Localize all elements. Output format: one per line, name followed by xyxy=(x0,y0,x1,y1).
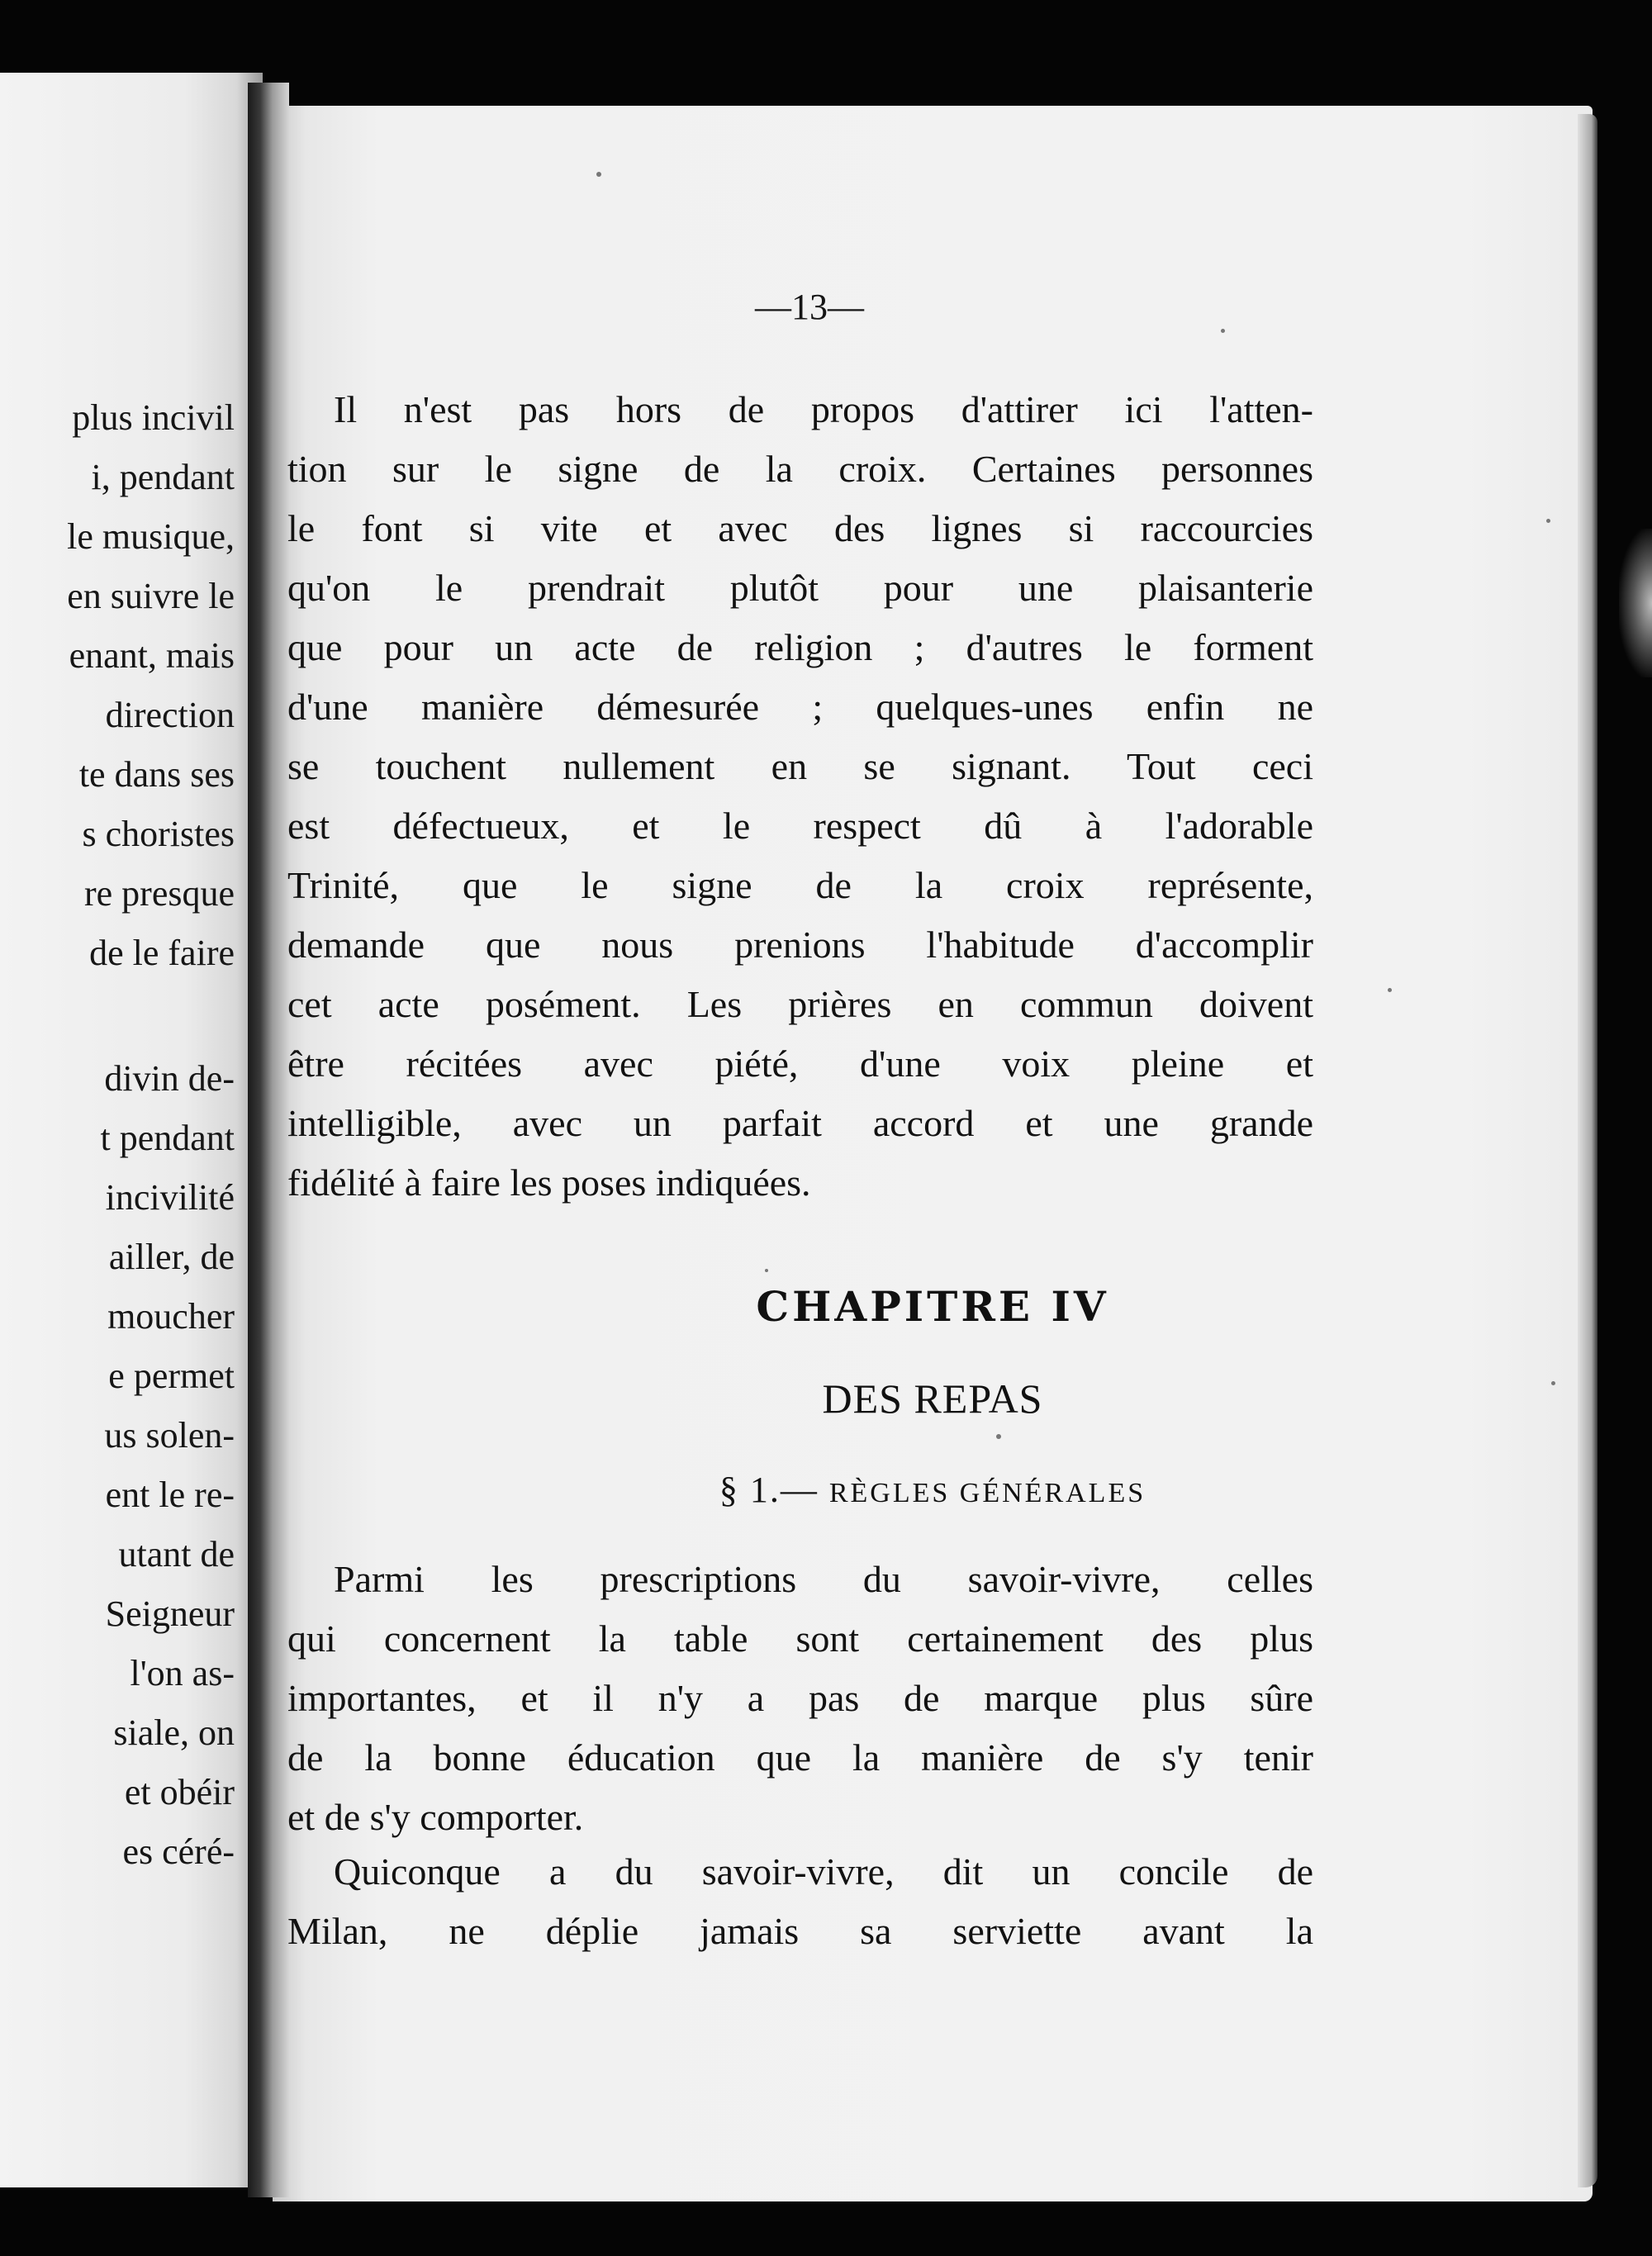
text-line: être récitées avec piété, d'une voix pleine et xyxy=(287,1043,1313,1085)
text-line: qu'on le prendrait plutôt pour une plaisanterie xyxy=(287,567,1313,609)
page-edge xyxy=(1578,114,1597,2187)
section-title: RÈGLES GÉNÉRALES xyxy=(828,1478,1146,1508)
left-page-line: plus incivil xyxy=(72,397,235,438)
left-page-line: t pendant xyxy=(100,1118,235,1158)
left-page-line: en suivre le xyxy=(67,576,235,616)
left-page-line: siale, on xyxy=(113,1712,235,1753)
scan-speck xyxy=(996,1434,1001,1439)
left-page-line: enant, mais xyxy=(69,635,235,676)
section-number: § 1.— xyxy=(719,1470,829,1510)
scan-speck xyxy=(765,1269,768,1272)
chapter-title: CHAPITRE IV xyxy=(756,1282,1109,1331)
text-line: Quiconque a du savoir-vivre, dit un concile de xyxy=(334,1850,1313,1893)
left-page-line: e permet xyxy=(108,1356,235,1396)
scan-speck xyxy=(596,172,601,177)
section-heading xyxy=(273,1469,1593,1511)
page-number: —13— xyxy=(755,287,864,327)
left-page-line: divin de- xyxy=(104,1058,235,1099)
scan-speck xyxy=(1388,988,1392,992)
left-page-line: es céré- xyxy=(122,1831,235,1872)
left-page-line: re presque xyxy=(83,873,235,914)
book-gutter xyxy=(248,83,289,2197)
chapter-subtitle: DES REPAS xyxy=(822,1375,1043,1422)
text-line: fidélité à faire les poses indiquées. xyxy=(287,1161,811,1204)
text-line: Parmi les prescriptions du savoir-vivre, celles xyxy=(334,1558,1313,1600)
left-page-line: incivilité xyxy=(105,1177,235,1218)
text-line: tion sur le signe de la croix. Certaines personnes xyxy=(287,448,1313,490)
text-line: Trinité, que le signe de la croix représente, xyxy=(287,864,1313,906)
text-line: que pour un acte de religion ; d'autres le forment xyxy=(287,626,1313,668)
left-page-line: us solen- xyxy=(104,1415,235,1456)
left-page-line: ent le re- xyxy=(105,1475,235,1515)
left-page-line: le musique, xyxy=(67,516,235,557)
text-line: est défectueux, et le respect dû à l'adorable xyxy=(287,805,1313,847)
left-page-line: utant de xyxy=(118,1534,235,1574)
text-line: Il n'est pas hors de propos d'attirer ici l'atten- xyxy=(334,388,1313,430)
left-page-line: l'on as- xyxy=(130,1653,235,1693)
left-facing-page xyxy=(0,73,263,2187)
text-line: le font si vite et avec des lignes si raccourcies xyxy=(287,507,1313,549)
left-page-line: et obéir xyxy=(124,1772,235,1812)
left-page-line: Seigneur xyxy=(105,1593,235,1634)
scan-speck xyxy=(1221,329,1225,333)
text-line: d'une manière démesurée ; quelques-unes enfin ne xyxy=(287,686,1313,728)
text-line: de la bonne éducation que la manière de s'y tenir xyxy=(287,1736,1313,1779)
left-page-line: de le faire xyxy=(89,933,235,973)
text-line: cet acte posément. Les prières en commun doivent xyxy=(287,983,1313,1025)
left-page-line: te dans ses xyxy=(78,754,235,795)
text-line: qui concernent la table sont certainement des plus xyxy=(287,1617,1313,1660)
left-page-line: moucher xyxy=(107,1296,235,1337)
text-line: et de s'y comporter. xyxy=(287,1796,584,1838)
text-line: Milan, ne déplie jamais sa serviette avant la xyxy=(287,1910,1313,1952)
left-page-line: i, pendant xyxy=(91,457,235,497)
text-line: intelligible, avec un parfait accord et une grande xyxy=(287,1102,1313,1144)
scan-shadow xyxy=(1619,529,1652,677)
scan-speck xyxy=(1551,1381,1555,1385)
text-line: importantes, et il n'y a pas de marque plus sûre xyxy=(287,1677,1313,1719)
text-line: se touchent nullement en se signant. Tout ceci xyxy=(287,745,1313,787)
text-line: demande que nous prenions l'habitude d'accomplir xyxy=(287,924,1313,966)
left-page-line: direction xyxy=(105,695,235,735)
scan-speck xyxy=(1546,519,1550,523)
left-page-line: ailler, de xyxy=(108,1237,235,1277)
left-page-line: s choristes xyxy=(82,814,235,854)
